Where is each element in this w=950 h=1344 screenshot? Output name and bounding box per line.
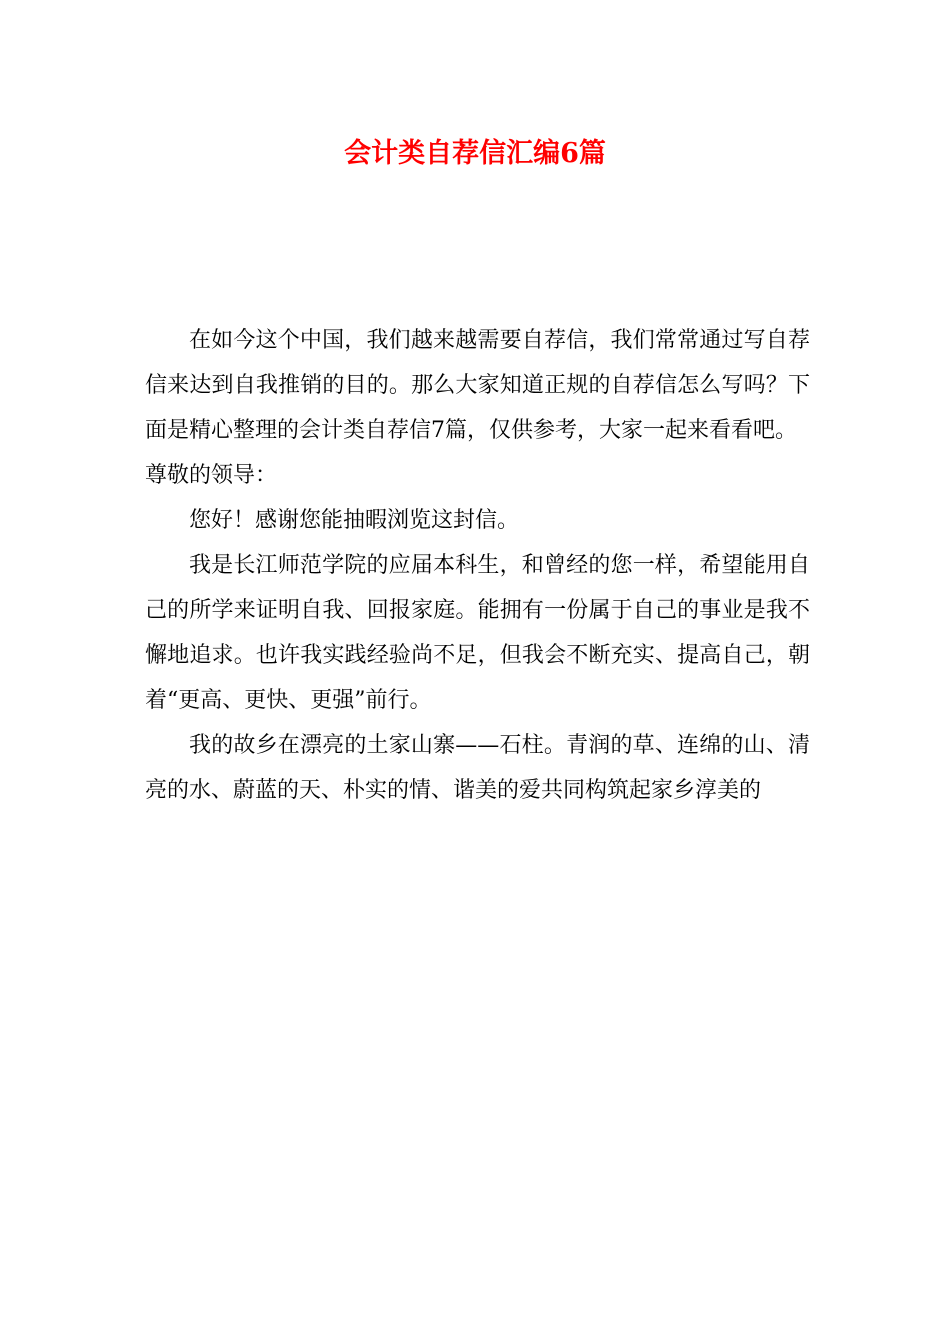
- document-body: [145, 318, 810, 813]
- paragraph-greeting: 您好！感谢您能抽暇浏览这封信。: [189, 508, 520, 533]
- paragraph-salutation: 尊敬的领导：: [145, 463, 278, 488]
- paragraph-intro: 在如今这个中国，我们越来越需要自荐信，我们常常通过写自荐信来达到自我推销的目的。那么大家知道正规的自荐信怎么写吗？下面是精心整理的会计类自荐信7篇，仅供参考，大家一起来看看吧。: [145, 328, 810, 443]
- document-title: 会计类自荐信汇编6篇: [344, 138, 606, 169]
- paragraph-hometown: 我的故乡在漂亮的土家山寨——石柱。青润的草、连绵的山、清亮的水、蔚蓝的天、朴实的情、谐美的爱共同构筑起家乡淳美的: [145, 733, 810, 803]
- paragraph-self-introduction: 我是长江师范学院的应届本科生，和曾经的您一样，希望能用自己的所学来证明自我、回报家庭。能拥有一份属于自己的事业是我不懈地追求。也许我实践经验尚不足，但我会不断充实、提高自己，朝着“更高、更快、更强”前行。: [145, 553, 810, 713]
